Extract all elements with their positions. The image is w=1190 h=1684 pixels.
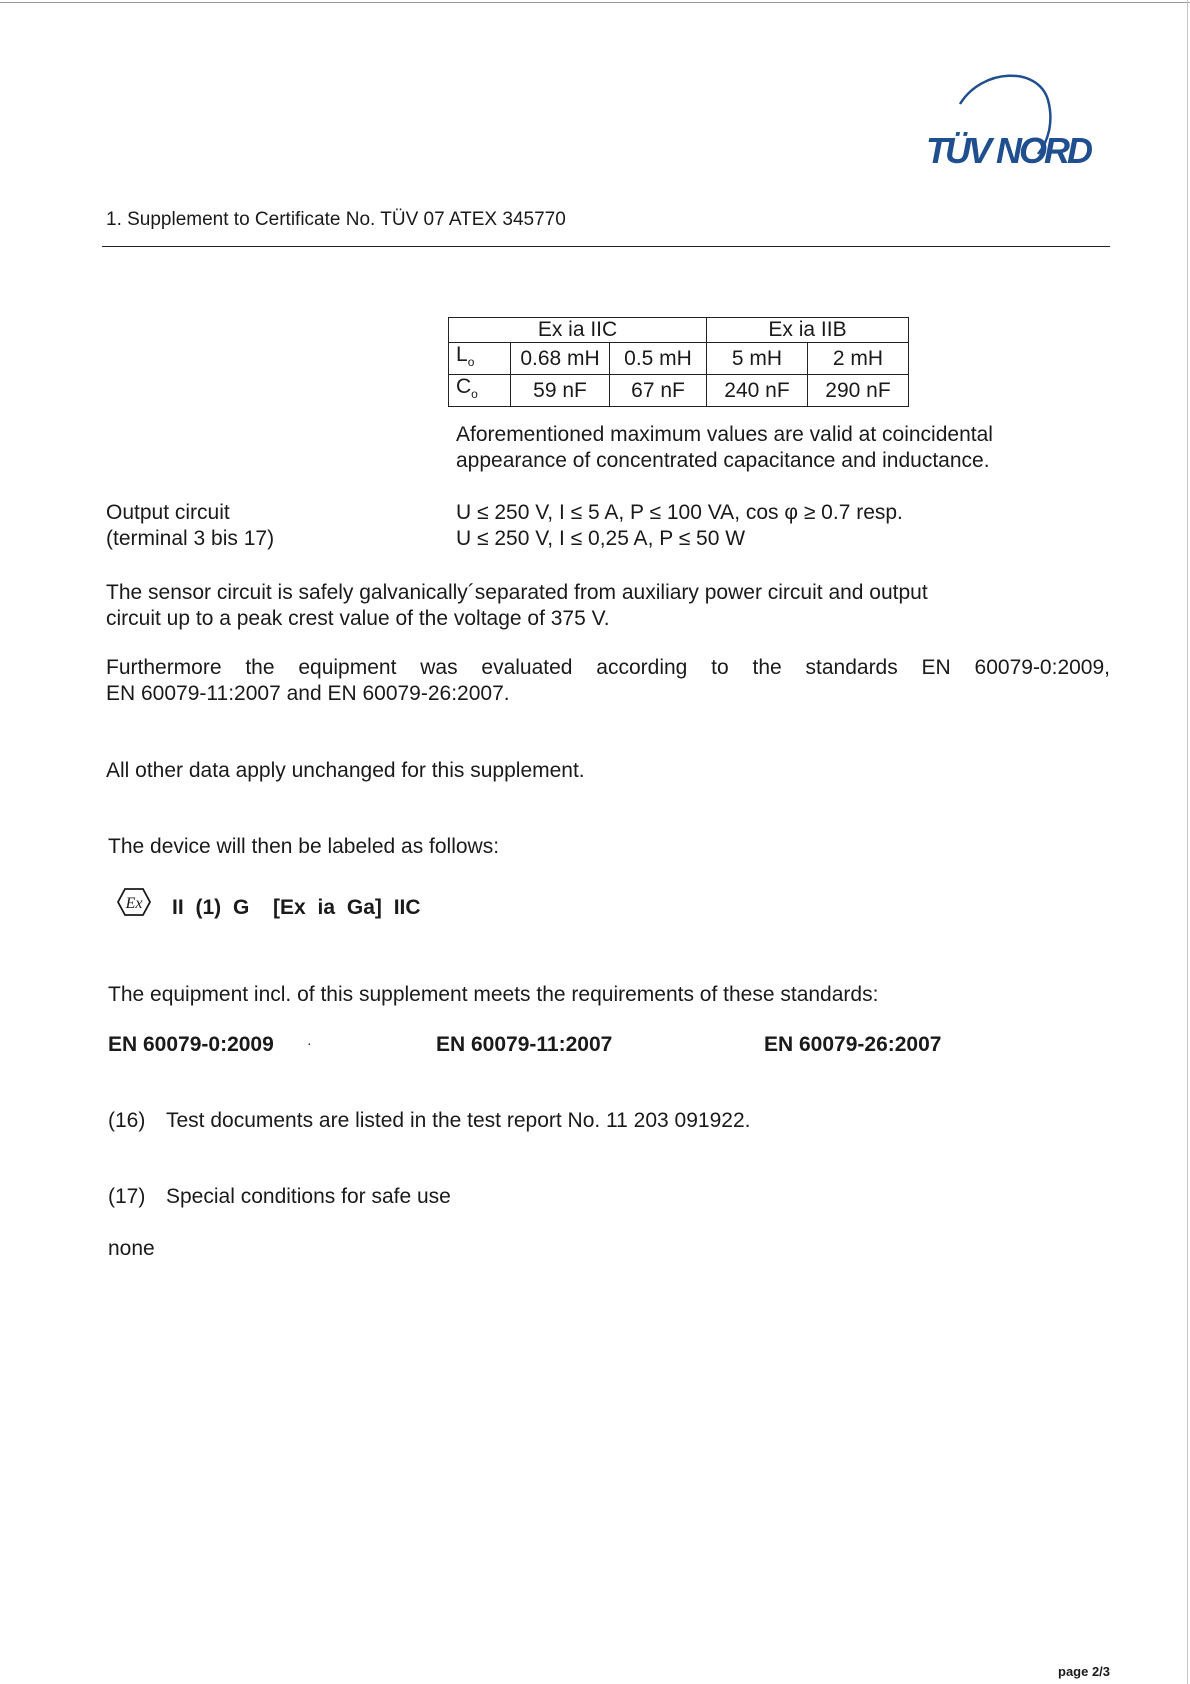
table-cell: 0.5 mH	[610, 343, 707, 375]
output-circuit-value-line: U ≤ 250 V, I ≤ 5 A, P ≤ 100 VA, cos φ ≥ 0.7 resp.	[456, 501, 903, 524]
row-symbol: $L_o$	[449, 343, 511, 375]
item-number: (17)	[108, 1185, 146, 1208]
table-cell: 240 nF	[707, 375, 808, 407]
table-cell: 0.68 mH	[511, 343, 610, 375]
top-scan-edge	[0, 2, 1190, 3]
stray-mark: ·	[307, 1035, 312, 1051]
table-header-row	[449, 318, 909, 343]
validity-note-line: appearance of concentrated capacitance and inductance.	[456, 449, 990, 472]
special-conditions-value: none	[108, 1237, 155, 1260]
paragraph-line: circuit up to a peak crest value of the voltage of 375 V.	[106, 607, 610, 630]
standard-item: EN 60079-11:2007	[436, 1033, 613, 1056]
output-circuit-values	[456, 500, 1076, 552]
validity-note-line: Aforementioned maximum values are valid at coincidental	[456, 423, 993, 446]
output-circuit-label	[106, 500, 406, 552]
row-symbol: $C_o$	[449, 375, 511, 407]
page-number: page 2/3	[1058, 1664, 1111, 1679]
group-header: Ex ia IIC	[449, 318, 707, 343]
marking-text: II (1) G [Ex ia Ga] IIC	[172, 896, 421, 919]
table-row	[449, 343, 909, 375]
paragraph-line: Furthermore the equipment was evaluated according to the standards EN 60079-0:2009,	[106, 656, 1110, 679]
standards-evaluation-paragraph	[106, 655, 1110, 707]
item-number: (16)	[108, 1109, 146, 1132]
output-circuit-value-line: U ≤ 250 V, I ≤ 0,25 A, P ≤ 50 W	[456, 527, 746, 550]
standard-item: EN 60079-0:2009	[108, 1033, 274, 1056]
table-cell: 67 nF	[610, 375, 707, 407]
device-marking	[114, 884, 714, 924]
ex-explosion-protection-icon	[114, 884, 154, 920]
standard-item: EN 60079-26:2007	[764, 1033, 942, 1056]
logo-text: TÜV NORD	[926, 130, 1090, 171]
standards-compliance-intro: The equipment incl. of this supplement meets the requirements of these standards:	[108, 983, 879, 1006]
item-text: Special conditions for safe use	[166, 1185, 451, 1208]
header-divider	[102, 246, 1110, 247]
item-16-test-documents	[108, 1108, 750, 1134]
table-cell: 290 nF	[808, 375, 909, 407]
table-row	[449, 375, 909, 407]
svg-text:Ex: Ex	[125, 895, 143, 912]
table-cell: 2 mH	[808, 343, 909, 375]
certificate-title: 1. Supplement to Certificate No. TÜV 07 ATEX 345770	[106, 209, 566, 230]
table-cell: 5 mH	[707, 343, 808, 375]
table-cell: 59 nF	[511, 375, 610, 407]
right-scan-edge	[1187, 0, 1188, 1684]
paragraph-line: EN 60079-11:2007 and EN 60079-26:2007.	[106, 682, 510, 705]
sensor-separation-paragraph	[106, 580, 1066, 632]
validity-note	[456, 422, 1076, 474]
paragraph-line: The sensor circuit is safely galvanically´separated from auxiliary power circuit and output	[106, 581, 928, 604]
inductance-capacitance-table	[448, 317, 909, 407]
unchanged-data-paragraph: All other data apply unchanged for this supplement.	[106, 759, 585, 782]
output-circuit-label-line: (terminal 3 bis 17)	[106, 527, 275, 550]
tuv-nord-logo	[920, 70, 1140, 180]
labeling-intro: The device will then be labeled as follows:	[108, 835, 500, 858]
group-header: Ex ia IIB	[707, 318, 909, 343]
item-text: Test documents are listed in the test report No. 11 203 091922.	[166, 1109, 751, 1132]
output-circuit-label-line: Output circuit	[106, 501, 230, 524]
item-17-special-conditions	[108, 1184, 451, 1210]
